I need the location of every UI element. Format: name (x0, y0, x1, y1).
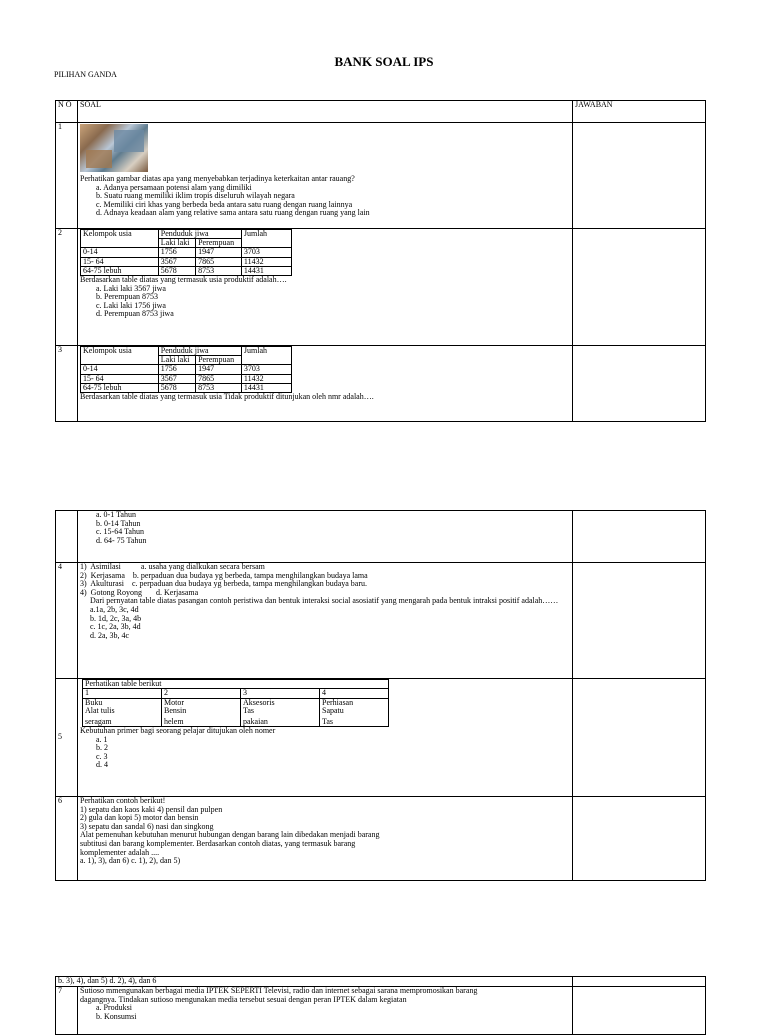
question-text: Kebutuhan primer bagi seorang pelajar ditujukan oleh nomer (80, 726, 276, 736)
option-d: d. Adnaya keadaan alam yang relative sama antara satu ruang dengan ruang yang lain (96, 208, 370, 218)
col-laki-laki: Laki laki (158, 239, 195, 248)
option-line: b. 3), 4), dan 5) d. 2), 4), dan 6 (56, 977, 573, 987)
question-row-7 (56, 987, 706, 1035)
table-row: 64-75 lebuh 5678 8753 14431 (81, 266, 292, 275)
col-perempuan: Perempuan (196, 356, 242, 365)
pairing-line-2: 2) Kerjasama b. perpaduan dua budaya yg berbeda, tampa menghilangkan budaya lama (80, 570, 368, 580)
col-kelompok-usia: Kelompok usia (81, 230, 159, 248)
col-penduduk-jiwa: Penduduk jiwa (158, 230, 241, 239)
option-c: c. Memiliki ciri khas yang berbeda beda antara satu ruang dengan ruang lainnya (96, 199, 353, 209)
question-text: Perhatikan gambar diatas apa yang menyebabkan terjadinya keterkaitan antar rauang? (80, 174, 355, 183)
question-image (80, 124, 148, 172)
option-b: b. 1d, 2c, 3a, 4b (90, 613, 142, 623)
option-a: a. Adanya persamaan potensi alam yang dimiliki (96, 182, 252, 192)
question-table-block-2 (55, 510, 706, 881)
option-b: b. 2 (96, 743, 108, 753)
table-row: 0-14 1756 1947 3703 (81, 248, 292, 257)
items-cell: Buku Alat tulis seragam (83, 698, 162, 726)
question-row-6-continued (56, 977, 706, 987)
table-row: 15- 64 3567 7865 11432 (81, 257, 292, 266)
answer-cell[interactable] (573, 511, 706, 563)
question-text: Berdasarkan table diatas yang termasuk usia produktif adalah…. (80, 275, 287, 285)
option-d: d. 4 (96, 760, 108, 770)
option-b: b. Konsumsi (96, 1011, 137, 1021)
option-d: d. Perempuan 8753 jiwa (96, 309, 174, 319)
question-text: subtitusi dan barang komplementer. Berdasarkan contoh diatas, yang termasuk barang (80, 838, 356, 848)
example-line: 3) sepatu dan sandal 6) nasi dan singkong (80, 821, 214, 831)
option-c: c. 3 (96, 751, 108, 761)
header-jawaban: JAWABAN (573, 101, 706, 123)
question-table (55, 976, 706, 1035)
col-perempuan: Perempuan (196, 239, 242, 248)
table-row: 0-14 1756 1947 3703 (81, 365, 292, 374)
question-table-block-3 (55, 976, 706, 1035)
option-d: d. 2a, 3b, 4c (90, 630, 130, 640)
question-text: dagangnya. Tindakan sutioso mengunakan media tersebut sesuai dengan peran IPTEK dalam kegiatan (80, 994, 407, 1004)
question-text: Sutioso mmengunakan berbagai media IPTEK SEPERTI Televisi, radio dan internet sebagai sarana mempromosikan barang (80, 986, 478, 995)
option-a: a.1a, 2b, 3c, 4d (90, 604, 139, 614)
age-table (80, 229, 292, 276)
option-a: a. Laki laki 3567 jiwa (96, 283, 166, 293)
col-2: 2 (162, 689, 241, 698)
table-row: 64-75 lebuh 5678 8753 14431 (81, 383, 292, 392)
needs-table (82, 679, 389, 727)
col-jumlah: Jumlah (241, 347, 291, 365)
needs-table-title: Perhatikan table berikut (83, 680, 389, 689)
page-title: BANK SOAL IPS (334, 54, 434, 69)
question-table-block-1 (55, 100, 706, 422)
col-4: 4 (320, 689, 389, 698)
answer-cell[interactable] (573, 977, 706, 987)
question-number: 1 (56, 123, 78, 229)
items-cell: Aksesoris Tas pakaian (241, 698, 320, 726)
option-a: a. 0-1 Tahun (96, 510, 136, 519)
items-cell: Motor Bensin helem (162, 698, 241, 726)
question-number: 3 (56, 346, 78, 422)
option-line: a. 1), 3), dan 6) c. 1), 2), dan 5) (80, 856, 181, 866)
age-table (80, 346, 292, 393)
pairing-line-3: 3) Akulturasi c. perpaduan dua budaya yg berbeda, tampa menghilangkan budaya baru. (80, 579, 368, 589)
col-laki-laki: Laki laki (158, 356, 195, 365)
col-penduduk-jiwa: Penduduk jiwa (158, 347, 241, 356)
answer-cell[interactable] (573, 797, 706, 881)
example-line: 2) gula dan kopi 5) motor dan bensin (80, 813, 199, 823)
question-number: 4 (56, 563, 78, 679)
header-soal: SOAL (78, 101, 573, 123)
question-text: Berdasarkan table diatas yang termasuk usia Tidak produktif ditunjukan oleh nmr adalah…. (80, 392, 374, 402)
question-text: Dari pernyatan table diatas pasangan contoh peristiwa dan bentuk interaksi social asosiatif yang mengarah pada bentuk intraksi positif adalah…… (90, 596, 559, 606)
items-cell: Perhiasan Sapatu Tas (320, 698, 389, 726)
option-b: b. 0-14 Tahun (96, 518, 141, 528)
option-b: b. Suatu ruang memiliki iklim tropis diseluruh wilayah negara (96, 191, 295, 201)
question-row-5 (56, 679, 706, 797)
answer-cell[interactable] (573, 563, 706, 679)
question-text: Perhatikan contoh berikut! (80, 796, 166, 805)
answer-cell[interactable] (573, 679, 706, 797)
header-no: N O (56, 101, 78, 123)
question-row-3 (56, 346, 706, 422)
question-text: Alat pemenuhan kebutuhan menurut hubungan dengan barang lain dibedakan menjadi barang (80, 830, 380, 840)
question-table (55, 100, 706, 422)
option-a: a. Produksi (96, 1003, 132, 1013)
option-c: c. Laki laki 1756 jiwa (96, 300, 166, 310)
pairing-line-4: 4) Gotong Royong d. Kerjasama (80, 587, 199, 597)
question-row-4 (56, 563, 706, 679)
question-row-1 (56, 123, 706, 229)
answer-cell[interactable] (573, 987, 706, 1035)
option-b: b. Perempuan 8753 (96, 292, 158, 302)
option-d: d. 64- 75 Tahun (96, 535, 147, 545)
col-3: 3 (241, 689, 320, 698)
col-kelompok-usia: Kelompok usia (81, 347, 159, 365)
question-number: 5 (56, 679, 78, 797)
answer-cell[interactable] (573, 229, 706, 346)
option-c: c. 1c, 2a, 3b, 4d (90, 622, 141, 632)
col-jumlah: Jumlah (241, 230, 291, 248)
option-a: a. 1 (96, 734, 108, 744)
col-1: 1 (83, 689, 162, 698)
section-subtitle: PILIHAN GANDA (54, 70, 117, 79)
answer-cell[interactable] (573, 123, 706, 229)
question-row-3-continued (56, 511, 706, 563)
table-row: 15- 64 3567 7865 11432 (81, 374, 292, 383)
example-line: 1) sepatu dan kaos kaki 4) pensil dan pulpen (80, 804, 223, 814)
option-c: c. 15-64 Tahun (96, 527, 144, 537)
question-number: 7 (56, 987, 78, 1035)
answer-cell[interactable] (573, 346, 706, 422)
question-number: 2 (56, 229, 78, 346)
question-table (55, 510, 706, 881)
pairing-line-1: 1) Asimilasi a. usaha yang dialkukan secara bersam (80, 562, 265, 571)
question-row-6 (56, 797, 706, 881)
question-text: komplementer adalah .... (80, 847, 160, 857)
question-row-2 (56, 229, 706, 346)
question-number: 6 (56, 797, 78, 881)
